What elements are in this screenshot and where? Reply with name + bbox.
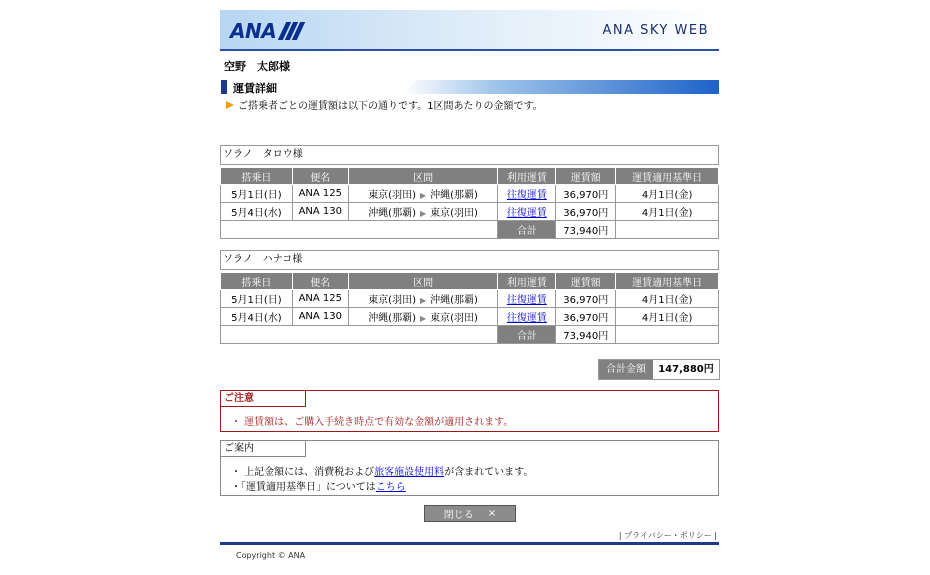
close-button[interactable] <box>424 505 516 522</box>
guide-line-1 <box>231 463 533 478</box>
grand-total-label: 合計金額 <box>599 360 653 379</box>
table-row <box>221 308 719 326</box>
fare-base-date: 4月1日(金) <box>616 290 719 308</box>
section-title: 運賃詳細 <box>233 82 277 95</box>
route-from: 沖縄(那覇) <box>368 313 416 324</box>
intro <box>226 97 543 112</box>
fare-type-cell <box>498 203 556 221</box>
col-header: 利用運賃 <box>498 273 556 290</box>
fare-type-cell <box>498 308 556 326</box>
guide-line-2 <box>231 478 406 493</box>
fare-type-link[interactable]: 往復運賃 <box>506 190 547 201</box>
blank-cell <box>221 221 498 239</box>
guide-title: ご案内 <box>220 440 306 457</box>
col-header: 区間 <box>348 273 498 290</box>
footer-bar <box>220 542 719 545</box>
section-header <box>220 80 719 94</box>
arrow-right-icon <box>226 101 234 109</box>
flight-number: ANA 125 <box>292 290 348 308</box>
guide-box <box>220 440 719 496</box>
flight-number: ANA 130 <box>292 308 348 326</box>
flight-number: ANA 125 <box>292 185 348 203</box>
guide-text: が含まれています。 <box>444 467 534 478</box>
passenger-name: ソラノ タロウ様 <box>220 145 719 165</box>
subtotal-row <box>221 221 719 239</box>
fare-amount: 36,970円 <box>556 308 616 326</box>
boarding-date: 5月4日(水) <box>221 203 293 221</box>
route-to: 沖縄(那覇) <box>430 295 478 306</box>
privacy-policy-link[interactable]: | プライバシー・ポリシー | <box>618 531 717 540</box>
notice-text: ・ 運賃額は、ご購入手続き時点で有効な金額が適用されます。 <box>231 417 514 428</box>
blank-cell <box>616 326 719 344</box>
base-date-info-link[interactable]: こちら <box>375 482 406 493</box>
guide-text: ・「運賃適用基準日」については <box>231 482 376 493</box>
col-header: 利用運賃 <box>498 168 556 185</box>
boarding-date: 5月1日(日) <box>221 185 293 203</box>
fare-amount: 36,970円 <box>556 203 616 221</box>
route <box>348 185 498 203</box>
fare-type-link[interactable]: 往復運賃 <box>506 295 547 306</box>
triangle-right-icon: ▶ <box>420 209 427 218</box>
fare-type-link[interactable]: 往復運賃 <box>506 313 547 324</box>
close-button-label: 閉じる <box>443 510 474 521</box>
col-header: 搭乗日 <box>221 273 293 290</box>
section-mark-icon <box>221 80 227 94</box>
route-from: 沖縄(那覇) <box>368 208 416 219</box>
table-header-row <box>221 168 719 185</box>
close-icon: × <box>487 508 497 519</box>
boarding-date: 5月4日(水) <box>221 308 293 326</box>
col-header: 搭乗日 <box>221 168 293 185</box>
fare-base-date: 4月1日(金) <box>616 185 719 203</box>
page <box>220 10 719 570</box>
fare-table <box>220 272 719 344</box>
col-header: 区間 <box>348 168 498 185</box>
fare-amount: 36,970円 <box>556 290 616 308</box>
fare-type-cell <box>498 290 556 308</box>
guide-text: ・ 上記金額には、消費税および <box>231 467 375 478</box>
route-to: 東京(羽田) <box>430 313 478 324</box>
ana-logo[interactable] <box>230 19 300 43</box>
route-from: 東京(羽田) <box>368 295 416 306</box>
header <box>220 10 719 51</box>
subtotal-row <box>221 326 719 344</box>
col-header: 運賃適用基準日 <box>616 168 719 185</box>
table-row <box>221 203 719 221</box>
site-name: ANA SKY WEB <box>602 23 709 38</box>
triangle-right-icon: ▶ <box>420 191 427 200</box>
subtotal-value: 73,940円 <box>556 326 616 344</box>
col-header: 便名 <box>292 273 348 290</box>
subtotal-value: 73,940円 <box>556 221 616 239</box>
blank-cell <box>221 326 498 344</box>
col-header: 運賃額 <box>556 273 616 290</box>
notice-title: ご注意 <box>220 390 306 407</box>
fare-base-date: 4月1日(金) <box>616 308 719 326</box>
boarding-date: 5月1日(日) <box>221 290 293 308</box>
col-header: 便名 <box>292 168 348 185</box>
fare-type-cell <box>498 185 556 203</box>
fare-type-link[interactable]: 往復運賃 <box>506 208 547 219</box>
logo-text: ANA <box>230 19 277 43</box>
route <box>348 290 498 308</box>
fare-amount: 36,970円 <box>556 185 616 203</box>
grand-total <box>598 359 720 380</box>
blank-cell <box>616 221 719 239</box>
logo-stripes-icon <box>278 22 300 40</box>
flight-number: ANA 130 <box>292 203 348 221</box>
subtotal-label: 合計 <box>498 326 556 344</box>
route-to: 東京(羽田) <box>430 208 478 219</box>
fare-base-date: 4月1日(金) <box>616 203 719 221</box>
grand-total-value: 147,880円 <box>653 360 719 379</box>
col-header: 運賃適用基準日 <box>616 273 719 290</box>
route <box>348 203 498 221</box>
triangle-right-icon: ▶ <box>420 314 427 323</box>
section-band <box>402 80 719 94</box>
route-from: 東京(羽田) <box>368 190 416 201</box>
triangle-right-icon: ▶ <box>420 296 427 305</box>
user-name: 空野 太郎様 <box>224 60 290 73</box>
col-header: 運賃額 <box>556 168 616 185</box>
copyright: Copyright © ANA <box>236 551 306 560</box>
table-row <box>221 290 719 308</box>
notice-box <box>220 390 719 432</box>
facility-fee-link[interactable]: 旅客施設使用料 <box>374 467 445 478</box>
route <box>348 308 498 326</box>
intro-text: ご搭乗者ごとの運賃額は以下の通りです。1区間あたりの金額です。 <box>238 101 543 112</box>
route-to: 沖縄(那覇) <box>430 190 478 201</box>
table-row <box>221 185 719 203</box>
table-header-row <box>221 273 719 290</box>
subtotal-label: 合計 <box>498 221 556 239</box>
fare-table <box>220 167 719 239</box>
passenger-name: ソラノ ハナコ様 <box>220 250 719 270</box>
